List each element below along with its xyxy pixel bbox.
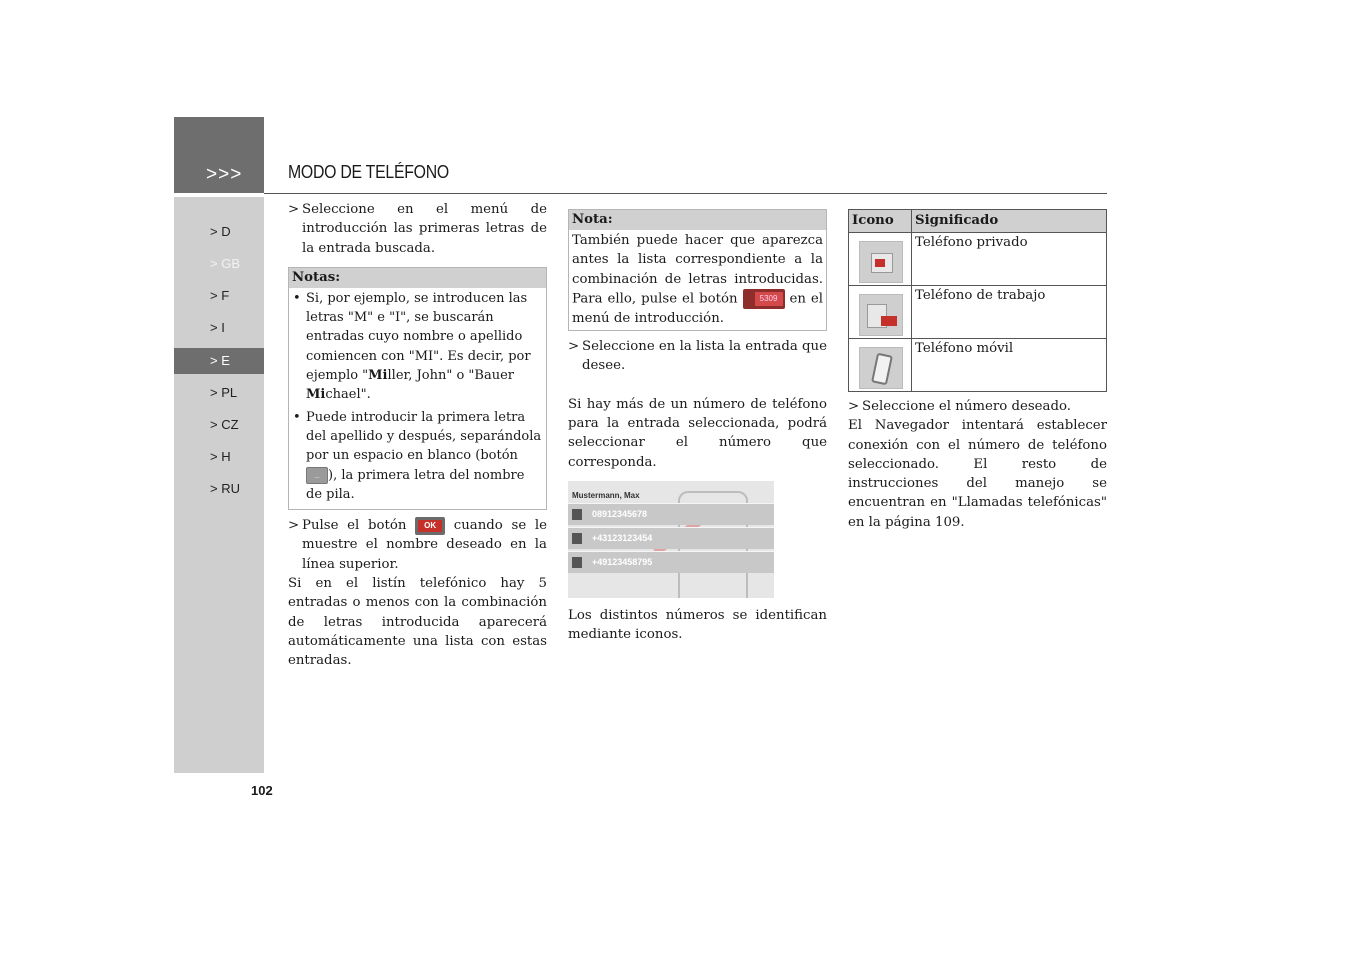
- header-divider: [264, 193, 1107, 194]
- mobile-phone-icon: [859, 347, 903, 389]
- instruction-step: > Seleccione el número deseado.: [848, 397, 1107, 416]
- list-item: 08912345678: [568, 503, 774, 525]
- icon-table: [848, 209, 1107, 392]
- sidebar-item-ru[interactable]: > RU: [210, 481, 240, 496]
- space-button-icon: _: [306, 467, 328, 484]
- instruction-step: > Pulse el botón OK cuando se le muestre el nombre deseado en la línea superior.: [288, 516, 547, 574]
- table-row: Teléfono móvil: [849, 339, 1107, 392]
- mobile-phone-icon: [572, 557, 582, 568]
- list-item: +49123458795: [568, 551, 774, 573]
- page-title: MODO DE TELÉFONO: [288, 162, 449, 182]
- note-box: Nota: También puede hacer que aparezca antes la lista correspondiente a la combinación de letras introducidas. Para ello, pulse el botón 5309 en el menú de introducción.: [568, 209, 827, 331]
- list-button-icon: 5309: [743, 289, 785, 309]
- work-phone-icon: [859, 294, 903, 336]
- sidebar-item-pl[interactable]: > PL: [210, 385, 238, 400]
- sidebar-item-e[interactable]: > E: [174, 348, 264, 374]
- table-header: Significado: [912, 210, 1107, 233]
- language-sidebar: [174, 197, 264, 773]
- sidebar-item-i[interactable]: > I: [210, 320, 225, 335]
- device-screenshot: [568, 481, 774, 598]
- sidebar-item-h[interactable]: > H: [210, 449, 231, 464]
- sidebar-header: [174, 117, 264, 193]
- sidebar-item-f[interactable]: > F: [210, 288, 230, 303]
- ok-button-icon: OK: [415, 517, 445, 535]
- body-paragraph: Si hay más de un número de teléfono para la entrada seleccionada, podrá seleccionar el número que corresponda.: [568, 396, 827, 470]
- body-paragraph: Si en el listín telefónico hay 5 entradas o menos con la combinación de letras introducida aparecerá automáticamente una lista con estas entradas.: [288, 576, 547, 669]
- note-bullet: • Si, por ejemplo, se introducen las letras "M" e "I", se buscarán entradas cuyo nombre o apellido comiencen con "MI". Es decir, por ejemplo "Miller, John" o "Bauer Michael".: [292, 289, 543, 405]
- sidebar-item-cz[interactable]: > CZ: [210, 417, 239, 432]
- home-phone-icon: [859, 241, 903, 283]
- table-row: Teléfono de trabajo: [849, 286, 1107, 339]
- chapter-arrows: >>>: [206, 164, 243, 185]
- page-number: 102: [251, 783, 273, 798]
- notes-title: Notas:: [289, 268, 546, 288]
- list-item: +43123123454: [568, 527, 774, 549]
- column-3: [848, 209, 1107, 532]
- body-paragraph: Los distintos números se identifican mediante iconos.: [568, 607, 827, 643]
- body-paragraph: El Navegador intentará establecer conexión con el número de teléfono seleccionado. El resto de instrucciones del manejo se encuentran en "Llamadas telefónicas" en la página 109.: [848, 418, 1107, 530]
- notes-box: [288, 267, 547, 510]
- table-header: Icono: [849, 210, 912, 233]
- home-phone-icon: [572, 509, 582, 520]
- contact-name: Mustermann, Max: [572, 490, 640, 500]
- note-bullet: • Puede introducir la primera letra del apellido y después, separándola por un espacio en blanco (botón _ ), la primera letra del nombre de pila.: [292, 408, 543, 504]
- work-phone-icon: [572, 533, 582, 544]
- note-title: Nota:: [569, 210, 826, 230]
- instruction-step: > Seleccione en la lista la entrada que desee.: [568, 337, 827, 376]
- table-row: Teléfono privado: [849, 233, 1107, 286]
- sidebar-item-d[interactable]: > D: [210, 224, 231, 239]
- sidebar-item-gb[interactable]: > GB: [210, 256, 240, 271]
- instruction-step: > Seleccione en el menú de introducción las primeras letras de la entrada buscada.: [288, 200, 547, 258]
- column-2: [568, 209, 827, 645]
- column-1: [288, 200, 547, 671]
